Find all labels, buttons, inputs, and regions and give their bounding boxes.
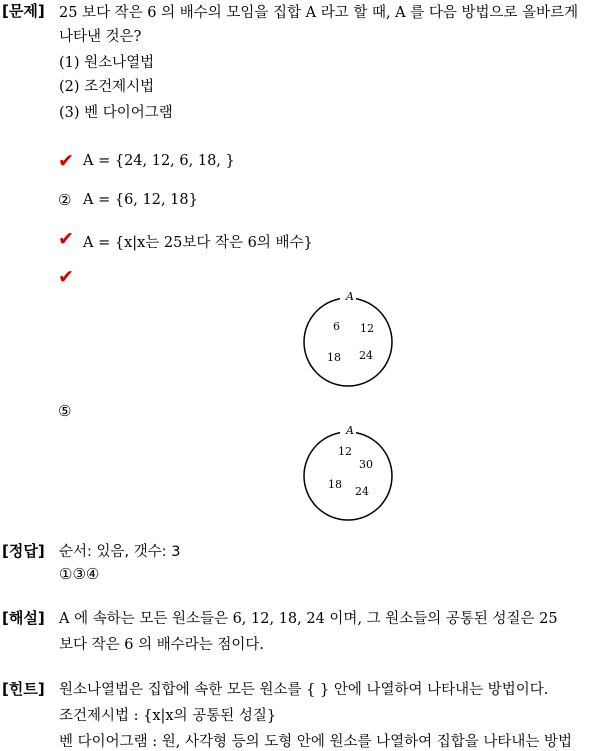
venn-2-value: 12 [338,445,352,458]
choice-4-check-icon: ✔ [58,266,74,288]
hint-line-3: 벤 다이어그램 : 원, 사각형 등의 도형 안에 원소를 나열하여 집합을 나타내는 방법 [59,734,573,750]
venn-1-value: 18 [327,351,341,364]
venn-2-title: A [346,424,354,437]
problem-line-2: 나타낸 것은? [59,29,142,45]
choice-1-text: A = {24, 12, 6, 18, } [83,153,235,169]
venn-1-value: 6 [333,320,340,333]
answer-line-1: 순서: 있음, 갯수: 3 [59,544,181,560]
problem-item-1: (1) 원소나열법 [59,55,155,71]
venn-2-value: 24 [355,485,369,498]
hint-line-1: 원소나열법은 집합에 속한 모든 원소를 { } 안에 나열하여 나타내는 방법이다. [59,682,549,698]
venn-1-value: 24 [359,349,373,362]
choice-1-check-icon: ✔ [58,150,74,172]
venn-2-value: 30 [359,458,373,471]
choice-5-number: ⑤ [58,402,72,420]
choice-3-text: A = {x|x는 25보다 작은 6의 배수} [83,235,313,251]
answer-line-2: ①③④ [59,565,100,583]
venn-diagram-1 [296,286,400,390]
answer-label: [정답] [2,542,45,560]
venn-diagram-2 [296,420,400,524]
venn-1-value: 12 [360,322,374,335]
hint-label: [힌트] [2,680,45,698]
venn-1-title: A [346,290,354,303]
problem-line-1: 25 보다 작은 6 의 배수의 모임을 집합 A 라고 할 때, A 를 다음 방법으로 올바르게 [59,5,579,21]
explanation-line-2: 보다 작은 6 의 배수라는 점이다. [59,637,264,653]
explanation-line-1: A 에 속하는 모든 원소들은 6, 12, 18, 24 이며, 그 원소들의 공통된 성질은 25 [59,611,558,627]
choice-2-number: ② [58,191,72,209]
problem-label: [문제] [2,2,45,20]
hint-line-2: 조건제시법 : {x|x의 공통된 성질} [59,708,277,724]
choice-2-text: A = {6, 12, 18} [83,192,198,208]
venn-2-value: 18 [328,478,342,491]
problem-item-2: (2) 조건제시법 [59,79,155,95]
choice-3-check-icon: ✔ [58,228,74,250]
explanation-label: [해설] [2,609,45,627]
problem-item-3: (3) 벤 다이어그램 [59,105,173,121]
venn-1-circle [304,298,392,386]
